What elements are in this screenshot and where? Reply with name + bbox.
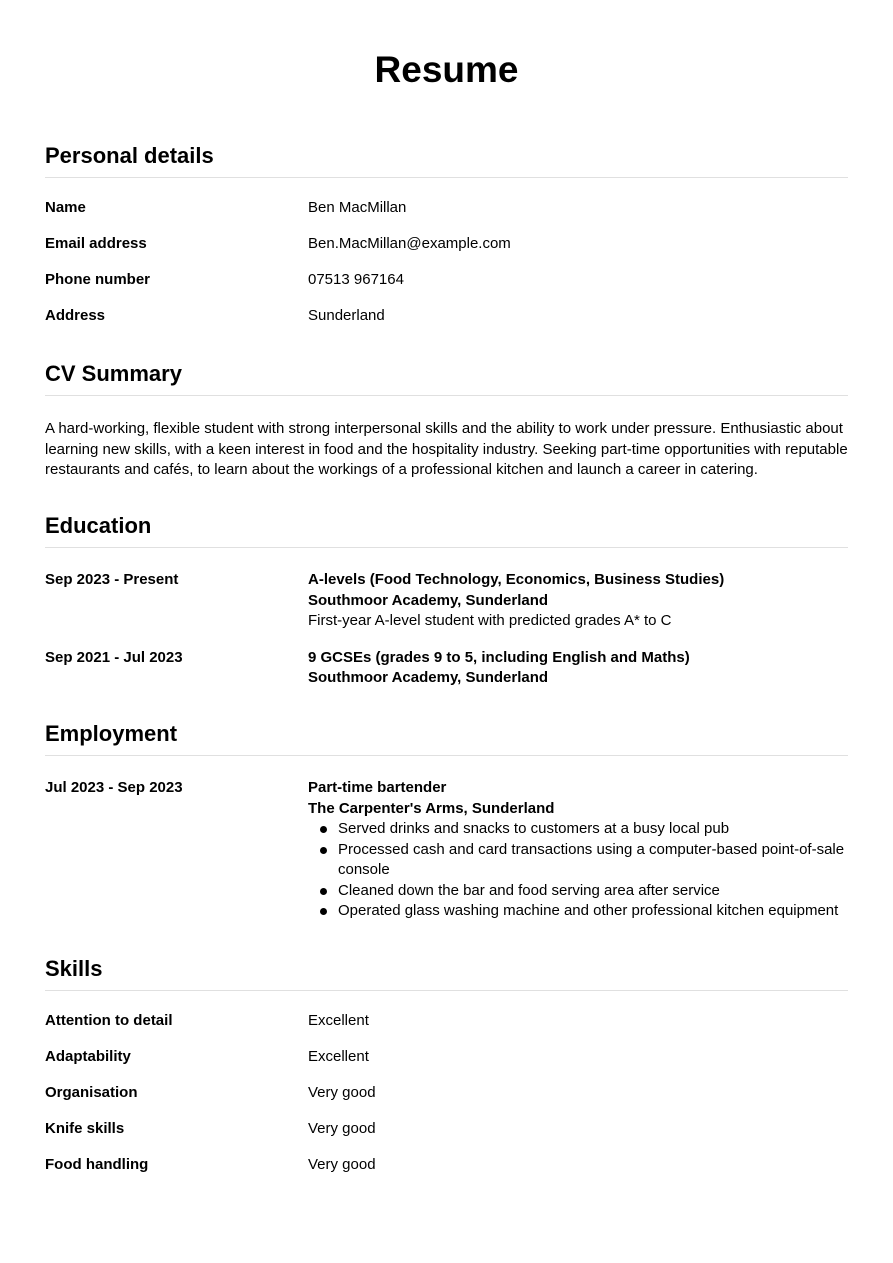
skill-label: Organisation [45, 1084, 138, 1101]
personal-details-list [45, 198, 848, 342]
detail-value: Ben MacMillan [308, 199, 407, 216]
detail-row [45, 270, 848, 306]
cv-summary-section [45, 361, 848, 481]
entry-title: A-levels (Food Technology, Economics, Business Studies) [308, 571, 725, 588]
entry-place: The Carpenter's Arms, Sunderland [308, 799, 555, 817]
detail-label: Phone number [45, 271, 151, 288]
skill-level: Very good [308, 1084, 376, 1101]
entry-place: Southmoor Academy, Sunderland [308, 669, 549, 686]
skill-label: Attention to detail [45, 1012, 173, 1029]
list-item: Served drinks and snacks to customers at a busy local pub [308, 819, 848, 840]
education-section [45, 513, 848, 705]
entry-place: Southmoor Academy, Sunderland [308, 591, 549, 609]
entry-title: 9 GCSEs (grades 9 to 5, including English and Maths) [308, 648, 690, 666]
skills-list [45, 1011, 848, 1191]
entry-dates: Sep 2021 - Jul 2023 [45, 648, 183, 666]
skill-level: Excellent [308, 1048, 369, 1065]
entry-title: Part-time bartender [308, 779, 447, 796]
skill-row [45, 1011, 848, 1047]
detail-label: Name [45, 199, 86, 216]
entry-dates: Sep 2023 - Present [45, 571, 179, 588]
employment-entry [45, 778, 848, 922]
skill-label: Food handling [45, 1156, 149, 1173]
list-item: Processed cash and card transactions using a computer-based point-of-sale console [308, 840, 848, 881]
skills-section [45, 956, 848, 1191]
detail-value: 07513 967164 [308, 271, 404, 288]
skill-row [45, 1083, 848, 1119]
duties-list [308, 819, 848, 922]
skill-label: Adaptability [45, 1048, 131, 1065]
detail-row [45, 306, 848, 342]
skill-level: Excellent [308, 1012, 369, 1029]
list-item: Operated glass washing machine and other professional kitchen equipment [308, 901, 848, 922]
detail-label: Email address [45, 235, 147, 252]
employment-list [45, 778, 848, 922]
section-heading: Employment [45, 721, 848, 756]
section-heading: Education [45, 513, 848, 548]
detail-label: Address [45, 307, 106, 324]
skill-level: Very good [308, 1120, 376, 1137]
education-entry [45, 648, 848, 689]
skill-row [45, 1155, 848, 1191]
entry-note: First-year A-level student with predicted grades A* to C [308, 612, 672, 629]
personal-details-section [45, 143, 848, 342]
document-title: Resume [374, 49, 519, 90]
skill-row [45, 1047, 848, 1083]
detail-value: Sunderland [308, 307, 385, 324]
section-heading: CV Summary [45, 361, 848, 396]
skill-label: Knife skills [45, 1120, 125, 1137]
education-entry [45, 570, 848, 632]
skill-level: Very good [308, 1156, 376, 1173]
education-list [45, 570, 848, 689]
detail-value: Ben.MacMillan@example.com [308, 235, 511, 252]
section-heading: Skills [45, 956, 848, 991]
detail-row [45, 234, 848, 270]
summary-text: A hard-working, flexible student with strong interpersonal skills and the ability to work under pressure. Enthusiastic about learning new skills, with a keen interest in food and the hospitality industry. Seeking part-time opportunities with reputable restaurants and cafés, to learn about the workings of a professional kitchen and launch a career in catering. [45, 420, 848, 478]
employment-section [45, 721, 848, 938]
list-item: Cleaned down the bar and food serving area after service [308, 881, 848, 902]
detail-row [45, 198, 848, 234]
entry-dates: Jul 2023 - Sep 2023 [45, 779, 183, 796]
section-heading: Personal details [45, 143, 848, 178]
skill-row [45, 1119, 848, 1155]
